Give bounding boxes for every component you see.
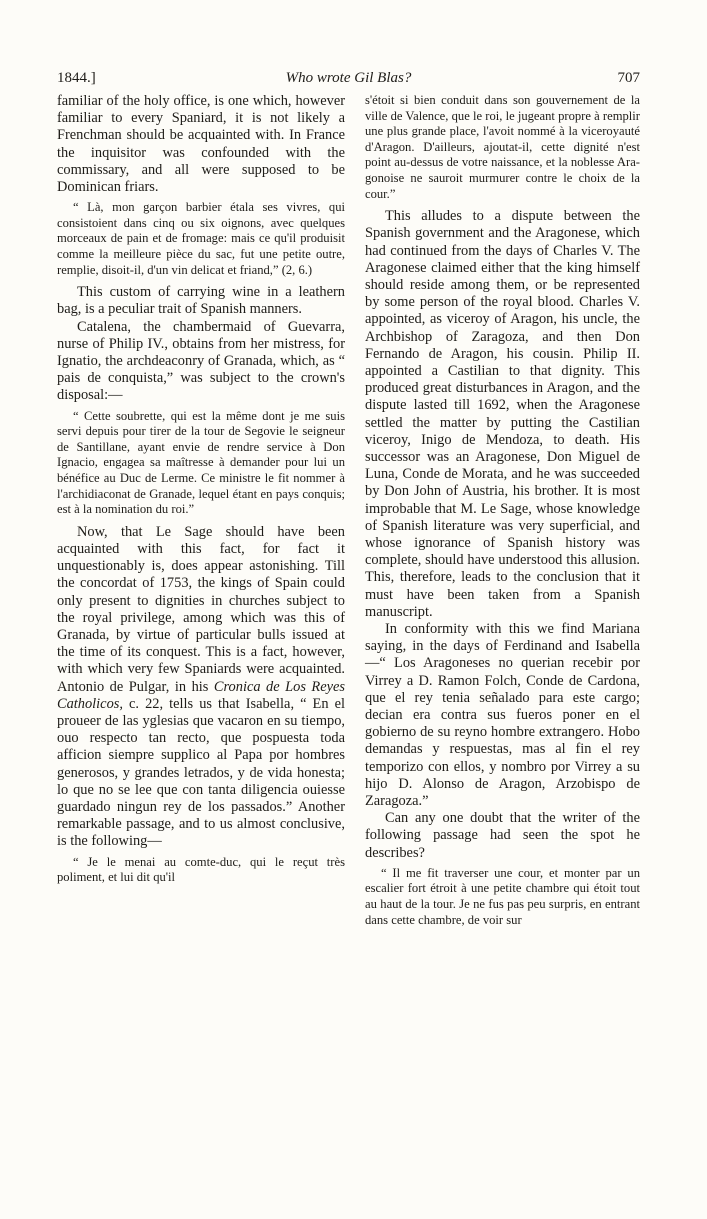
left-column [57, 93, 345, 892]
page-number: 707 [617, 70, 640, 86]
right-column [365, 93, 640, 934]
paragraph: Catalena, the chambermaid of Guevarra, nurse of Philip IV., obtains from her mistress, for Ignatio, the archdeaconry of Granada, which, as “ pais de conquista,” was subject to the crown's disposal:— [57, 318, 345, 404]
paragraph: This alludes to a dispute between the Spanish government and the Aragonese, which had continued from the days of Charles V. The Aragonese claimed either that the king himself should reside among them, or be represented by some person of the royal blood. Charles V. appointed, as viceroy of Aragon, his uncle, the Archbishop of Zaragoza, and then Don Fernando de Aragon, his cousin. Philip II. appointed a Castilian to that dignity. This produced great disturbances in Aragon, and the dispute lasted till 1692, when the Aragonese settled the matter by putting the Castilian viceroy, Inigo de Mendoza, to death. His successor was an Aragonese, Don Miguel de Luna, Conde de Morata, and he was succeeded by Don John of Austria, his brother. It is most improbable that M. Le Sage, whose knowledge of Spanish literature was very superficial, and whose ignorance of Spanish history was complete, should have understood this allusion. This, therefore, leads to the conclusion that it must have been taken from a Spanish manuscript. [365, 208, 640, 620]
french-quote: “ Il me fit traverser une cour, et monter par un escalier fort étroit à une petite chambre qui étoit tout au haut de la tour. Je ne fus pas peu surpris, en entrant dans cette chambre, de voir sur [365, 865, 640, 927]
running-title: Who wrote Gil Blas? [285, 70, 412, 86]
french-quote: “ Cette soubrette, qui est la même dont je me suis servi depuis pour tirer de la tour de Segovie le seigneur de Santillane, ayant envie de rendre service à Don Ignacio, engagea sa maîtresse à demander pour lui un bénéfice au Duc de Lerme. Ce ministre le fit nommer à l'archidiaconat de Granade, lequel étant en pays conquis; est à la nomination du roi.” [57, 408, 345, 517]
paragraph: This custom of carrying wine in a leathern bag, is a peculiar trait of Spanish manners. [57, 284, 345, 318]
french-quote-continued: s'étoit si bien conduit dans son gouvernement de la ville de Valence, que le roi, le jugeant propre à remplir une plus grande place, l'avoit nommé à la viceroyauté d'Aragon. D'ailleurs, ajoutat-il, cette dignité n'est point au-dessus de votre naissance, et la noblesse Aragonoise ne sauroit murmurer contre le choix de la cour.” [365, 93, 640, 201]
paragraph-text: Now, that Le Sage should have been acquainted with this fact, for fact it unquestionably is, does appear astonishing. Till the concordat of 1753, the kings of Spain could only present to dignities in churches subject to the royal privilege, among which was this of Granada, by virtue of particular bulls issued at the time of its conquest. This is a fact, however, with which very few Spaniards were acquainted. Antonio de Pulgar, in his [57, 523, 345, 695]
header-year: 1844.] [57, 70, 96, 86]
paragraph-text: c. 22, tells us that Isabella, “ En el proueer de las yglesias que vacaron en su tiempo, ouo respecto tan recto, que pospuesta toda afficion siempre supplico al Papa por hombres generosos, y grandes letrados, y de vida honesta; lo que no se lee que con tanta diligencia ouiesse guardado ningun rey de los passados.” Another remarkable passage, and to us almost conclusive, is the following— [57, 695, 345, 850]
french-quote: “ Là, mon garçon barbier étala ses vivres, qui consistoient dans cinq ou six oignons, avec quelques morceaux de pain et de fromage: mais ce qu'il produisit comme la meilleure pièce du sac, fut une petite outre, remplie, disoit-il, d'un vin delicat et friand,” (2, 6.) [57, 200, 345, 277]
paragraph [57, 524, 345, 851]
paragraph: familiar of the holy office, is one which, however familiar to every Spaniard, it is not likely a Frenchman should be acquainted with. In France the inquisitor was confounded with the commissary, and all were supposed to be Dominican friars. [57, 93, 345, 196]
cited-work-title: Cronica de Los Reyes Catholicos, [57, 678, 345, 712]
paragraph: In conformity with this we find Mariana saying, in the days of Ferdinand and Isabella—“ Los Aragoneses no querian recebir por Virrey a D. Ramon Folch, Conde de Cardona, que el rey tenia señalado para este cargo; decian era contra sus fueros poner en el gobierno de su reyno hombre extrangero. Hobo demandas y respuestas, mas al fin el rey temporizo con ellos, y nombro por Virrey a su hijo D. Alonso de Aragon, Arzobispo de Zaragoza.” [365, 621, 640, 810]
running-header [57, 70, 640, 92]
french-quote: “ Je le menai au comte-duc, qui le reçut très poliment, et lui dit qu'il [57, 854, 345, 885]
paragraph: Can any one doubt that the writer of the following passage had seen the spot he describes? [365, 810, 640, 861]
